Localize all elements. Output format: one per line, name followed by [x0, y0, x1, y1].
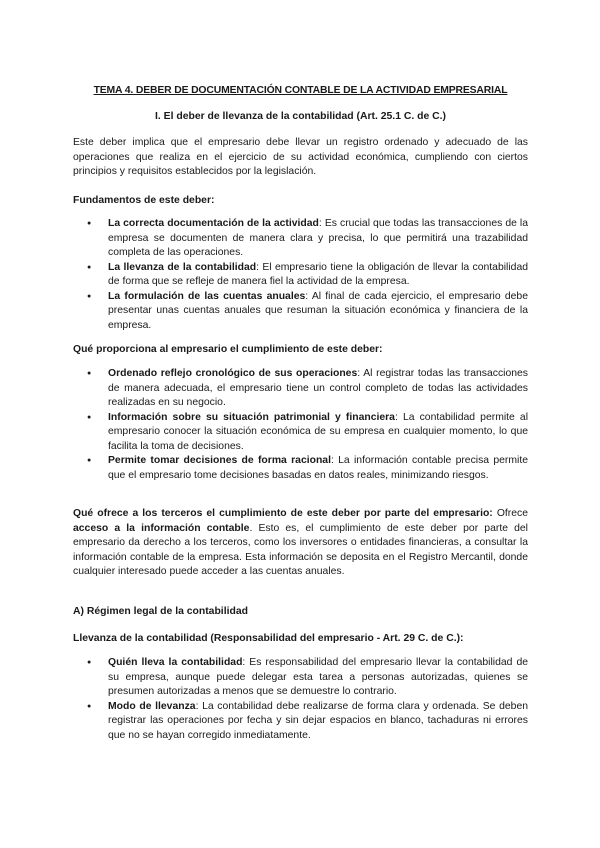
list-item-text: : Es responsabilidad del empresario llevar la contabilidad de su empresa, aunque puede delegar esta tarea a personas autorizadas, quienes se presumen autorizadas a menos que se demuestre lo contrario.: [108, 657, 528, 697]
list-item: [73, 656, 528, 700]
list-item-text: : Es crucial que todas las transacciones de la empresa se documenten de manera clara y precisa, lo que permitirá una trazabilidad completa de las operaciones.: [108, 218, 529, 258]
regimen-heading: A) Régimen legal de la contabilidad: [73, 606, 248, 617]
list-item-term: Modo de llevanza: [108, 700, 196, 712]
intro-paragraph: Este deber implica que el empresario debe llevar un registro ordenado y adecuado de las operaciones que realiza en el ejercicio de su actividad económica, cumpliendo con ciertos principios y requisitos establecidos por la legislación.: [73, 137, 528, 177]
terceros-paragraph: [73, 507, 528, 580]
proporciona-list: [73, 367, 528, 483]
list-item-text: : La contabilidad permite al empresario conocer la situación económica de su empresa en cualquier momento, lo que facilita la toma de decisiones.: [108, 411, 529, 452]
list-item-term: La formulación de las cuentas anuales: [108, 290, 306, 302]
fundamentos-list: [73, 217, 528, 333]
list-item: [73, 700, 528, 744]
list-item-term: Quién lleva la contabilidad: [108, 657, 243, 668]
proporciona-heading: Qué proporciona al empresario el cumplimiento de este deber:: [73, 344, 383, 355]
terceros-heading: Qué ofrece a los terceros el cumplimiento de este deber por parte del empresario:: [73, 508, 493, 519]
list-item: [73, 290, 528, 334]
terceros-lead: Ofrece: [496, 508, 529, 519]
fundamentos-heading: Fundamentos de este deber:: [73, 195, 215, 206]
list-item-term: Ordenado reflejo cronológico de sus operaciones: [108, 368, 358, 379]
list-item-term: La llevanza de la contabilidad: [108, 261, 257, 273]
list-item-text: : Al registrar todas las transacciones de manera adecuada, el empresario tiene un control completo de todas las actividades realizadas en su negocio.: [108, 368, 529, 408]
list-item-text: : Al final de cada ejercicio, el empresario debe presentar unas cuentas anuales que resuman la situación económica y financiera de la empresa.: [108, 290, 528, 331]
terceros-text: . Esto es, el cumplimiento de este deber por parte del empresario da derecho a los terceros, como los inversores o entidades financieras, a consultar la información contable de la empresa. Esta información se deposita en el Registro Mercantil, donde cualquier interesado puede acceder a las cuentas anuales.: [73, 522, 528, 577]
list-item: [73, 217, 528, 261]
terceros-term: acceso a la información contable: [73, 522, 250, 534]
list-item-term: La correcta documentación de la actividad: [108, 218, 319, 229]
list-item-text: : El empresario tiene la obligación de llevar la contabilidad de forma que se refleje de manera fiel la actividad de la empresa.: [108, 261, 528, 287]
llevanza-list: [73, 656, 528, 743]
list-item-term: Permite tomar decisiones de forma racional: [108, 455, 331, 466]
list-item: [73, 454, 528, 483]
list-item: [73, 367, 528, 411]
list-item-text: : La contabilidad debe realizarse de forma clara y ordenada. Se deben registrar las operaciones por fecha y sin dejar espacios en blanco, tachaduras ni errores que no se hayan corregido inmediatamente.: [108, 700, 528, 741]
list-item-term: Información sobre su situación patrimonial y financiera: [108, 411, 395, 423]
list-item: [73, 411, 528, 455]
list-item: [73, 261, 528, 290]
list-item-text: : La información contable precisa permite que el empresario tome decisiones basadas en datos reales, minimizando riesgos.: [108, 455, 528, 481]
section-heading: I. El deber de llevanza de la contabilidad (Art. 25.1 C. de C.): [154, 111, 446, 122]
llevanza-heading: Llevanza de la contabilidad (Responsabilidad del empresario - Art. 29 C. de C.):: [73, 633, 464, 644]
document-title: TEMA 4. DEBER DE DOCUMENTACIÓN CONTABLE DE LA ACTIVIDAD EMPRESARIAL: [93, 85, 508, 96]
